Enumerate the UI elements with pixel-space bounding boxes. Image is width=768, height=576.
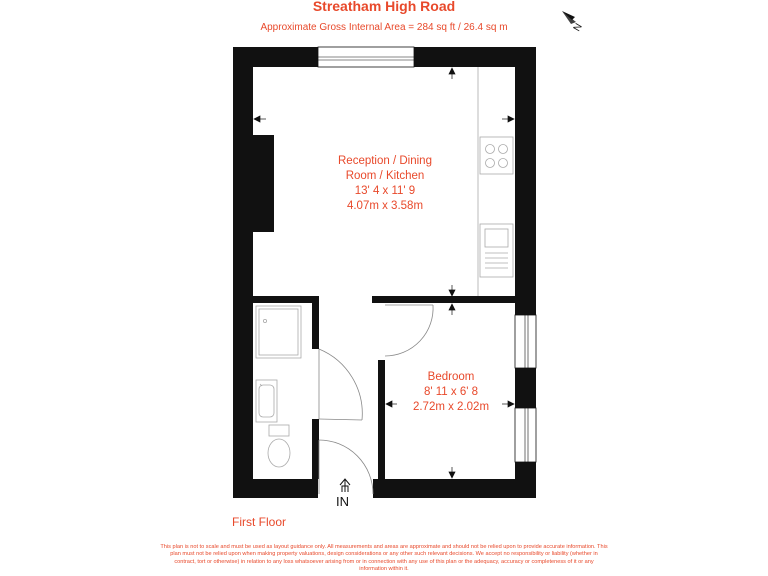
reception-label	[300, 154, 470, 214]
reception-name-line2: Room / Kitchen	[345, 170, 425, 182]
entry-arrow-icon	[340, 479, 350, 492]
gross-area-subtitle: Approximate Gross Internal Area = 284 sq ft / 26.4 sq m	[260, 22, 508, 33]
kitchen-worktop	[478, 67, 513, 296]
reception-imperial: 13' 4 x 11' 9	[354, 185, 416, 197]
floor-label: First Floor	[232, 515, 286, 529]
disclaimer-text: This plan is not to scale and must be used as layout guidance only. All measurements and areas are approximate and should not be relied upon to provide accurate information. This plan must not be relied upon when making property valuations, design considerations or any other such relevant decisions. We accept no responsibility or liability (whether in contract, tort or otherwise) in relation to any loss whatsoever arising from or in connection with any use of this plan or the adequacy, accuracy or completeness of it or any information within it.	[160, 544, 608, 573]
bedroom-name: Bedroom	[427, 371, 475, 383]
reception-name-line1: Reception / Dining	[338, 155, 432, 167]
entry-label: IN	[336, 494, 349, 509]
shower-tray-icon	[256, 306, 301, 358]
plan-title: Streatham High Road	[312, 0, 456, 14]
bathroom-fixtures	[256, 306, 301, 467]
bedroom-metric: 2.72m x 2.02m	[412, 401, 490, 413]
reception-metric: 4.07m x 3.58m	[346, 200, 424, 212]
bedroom-imperial: 8' 11 x 6' 8	[423, 386, 479, 398]
hob-icon	[480, 137, 513, 174]
north-letter: N	[571, 21, 585, 34]
walls	[233, 47, 536, 498]
toilet-icon	[269, 425, 289, 436]
bedroom-label	[386, 370, 516, 415]
